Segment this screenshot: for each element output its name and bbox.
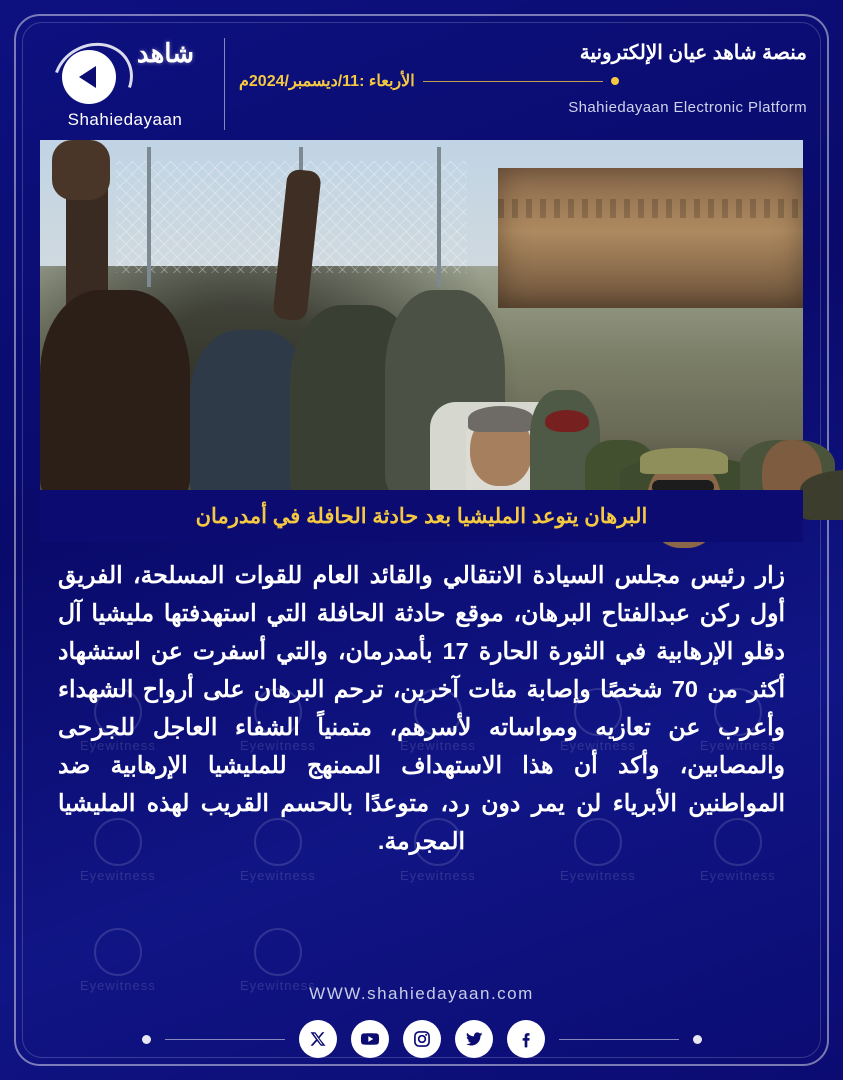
x-icon[interactable]: [299, 1020, 337, 1058]
photo-background: [40, 140, 803, 490]
date-dot-icon: [611, 77, 619, 85]
date-rule: [423, 81, 603, 82]
brand-logo: [40, 36, 210, 130]
headline: البرهان يتوعد المليشيا بعد حادثة الحافلة في أمدرمان: [195, 504, 648, 528]
header-divider: [224, 38, 225, 130]
decorative-dot: [142, 1035, 151, 1044]
watermark: Eyewitness: [80, 688, 156, 753]
watermark: Eyewitness: [560, 818, 636, 883]
headline-band: [40, 490, 803, 542]
platform-title-english: Shahiedayaan Electronic Platform: [568, 99, 807, 116]
watermark: Eyewitness: [700, 688, 776, 753]
watermark: Eyewitness: [400, 688, 476, 753]
watermark: Eyewitness: [80, 818, 156, 883]
article-body: زار رئيس مجلس السيادة الانتقالي والقائد العام للقوات المسلحة، الفريق أول ركن عبدالفتاح البرهان، موقع حادثة الحافلة التي استهدفتها مليشيا آل دقلو الإرهابية في الثورة الحارة 17 بأمدرمان، والتي أسفرت عن استشهاد أكثر من 70 شخصًا وإصابة مئات آخرين، ترحم البرهان على أرواح الشهداء وأعرب عن تعازيه ومواساته لأسرهم، متمنياً الشفاء العاجل للجرحى والمصابين، وأكد أن هذا الاستهداف الممنهج للمليشيا الإرهابية ضد المواطنين الأبرياء لن يمر دون رد، متوعدًا بالحسم القريب لهذه المليشيا المجرمة.: [58, 562, 786, 855]
watermark: Eyewitness: [700, 818, 776, 883]
twitter-icon[interactable]: [455, 1020, 493, 1058]
watermark: Eyewitness: [240, 818, 316, 883]
watermark: Eyewitness: [240, 928, 316, 993]
article-body-panel: [40, 548, 803, 993]
platform-title-arabic: منصة شاهد عيان الإلكترونية: [579, 42, 807, 64]
watermark: Eyewitness: [80, 928, 156, 993]
date-row: [239, 71, 807, 91]
publish-date: الأربعاء :11/ديسمبر/2024م: [239, 73, 415, 90]
watermark: Eyewitness: [400, 818, 476, 883]
decorative-line: [559, 1039, 679, 1040]
decorative-line: [165, 1039, 285, 1040]
logo-name-text: Shahiedayaan: [67, 110, 183, 129]
instagram-icon[interactable]: [403, 1020, 441, 1058]
news-photo: [40, 140, 803, 490]
logo-arabic-text: شاهد: [136, 38, 194, 68]
logo-mark: [50, 36, 200, 108]
website-url[interactable]: WWW.shahiedayaan.com: [309, 984, 534, 1003]
photo-crowd: [40, 140, 803, 490]
watermark: Eyewitness: [240, 688, 316, 753]
header: [40, 34, 807, 144]
decorative-dot: [693, 1035, 702, 1044]
youtube-icon[interactable]: [351, 1020, 389, 1058]
facebook-icon[interactable]: [507, 1020, 545, 1058]
play-button-icon: [62, 50, 116, 104]
watermark: Eyewitness: [560, 688, 636, 753]
social-bar: [0, 1012, 843, 1066]
header-titles: [239, 34, 807, 116]
